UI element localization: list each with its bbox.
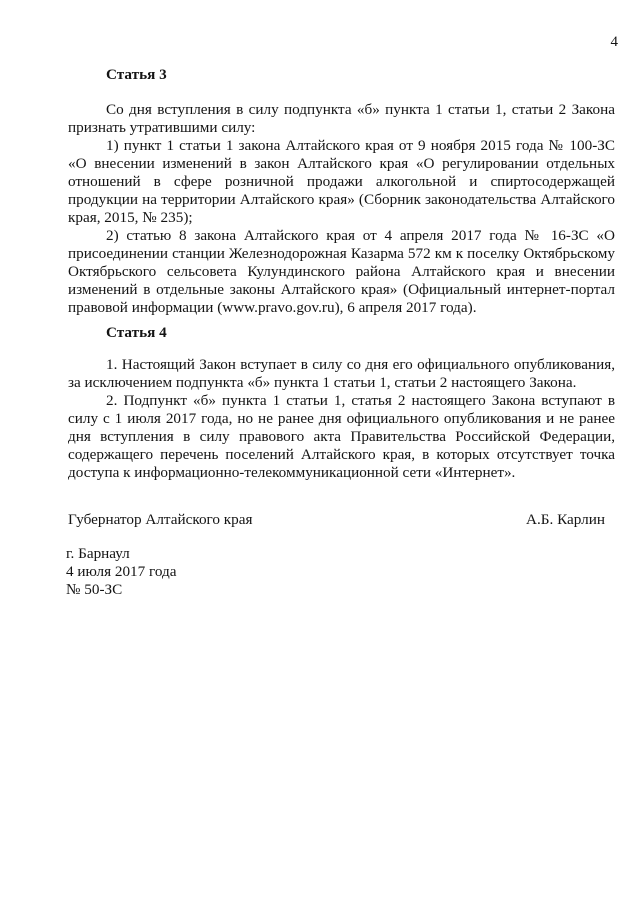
- signatory-name: А.Б. Карлин: [526, 511, 605, 528]
- article-3-body: [68, 101, 615, 317]
- page-number: 4: [610, 34, 618, 50]
- issue-city: г. Барнаул: [66, 545, 130, 562]
- article-3-heading: Статья 3: [106, 66, 167, 83]
- article-3-item-1: 1) пункт 1 статьи 1 закона Алтайского края от 9 ноября 2015 года № 100-ЗС «О внесении изменений в закон Алтайского края «О регулировании отдельных отношений в сфере розничной продажи алкогольной и спиртосодержащей продукции на территории Алтайского края» (Сборник законодательства Алтайского края, 2015, № 235);: [68, 137, 615, 226]
- issue-date: 4 июля 2017 года: [66, 563, 177, 580]
- signatory-position: Губернатор Алтайского края: [68, 511, 253, 528]
- article-4-heading: Статья 4: [106, 324, 167, 341]
- article-4-item-2: 2. Подпункт «б» пункта 1 статьи 1, статья 2 настоящего Закона вступают в силу с 1 июля 2017 года, но не ранее дня официального опубликования и не ранее дня вступления в силу правового акта Правительства Российской Федерации, содержащего перечень поселений Алтайского края, в которых отсутствует точка доступа к информационно-телекоммуникационной сети «Интернет».: [68, 392, 615, 481]
- article-3-intro: Со дня вступления в силу подпункта «б» пункта 1 статьи 1, статьи 2 Закона признать утратившими силу:: [68, 101, 615, 136]
- law-number: № 50-ЗС: [66, 581, 123, 598]
- issue-details: [66, 545, 177, 599]
- article-4-body: [68, 356, 615, 482]
- article-3-item-2: 2) статью 8 закона Алтайского края от 4 апреля 2017 года № 16-ЗС «О присоединении станции Железнодорожная Казарма 572 км к поселку Октябрьскому Октябрьского сельсовета Кулундинского района Алтайского края и внесении изменений в отдельные законы Алтайского края» (Официальный интернет-портал правовой информации (www.pravo.gov.ru), 6 апреля 2017 года).: [68, 227, 615, 316]
- article-4-item-1: 1. Настоящий Закон вступает в силу со дня его официального опубликования, за исключением подпункта «б» пункта 1 статьи 1, статьи 2 настоящего Закона.: [68, 356, 615, 391]
